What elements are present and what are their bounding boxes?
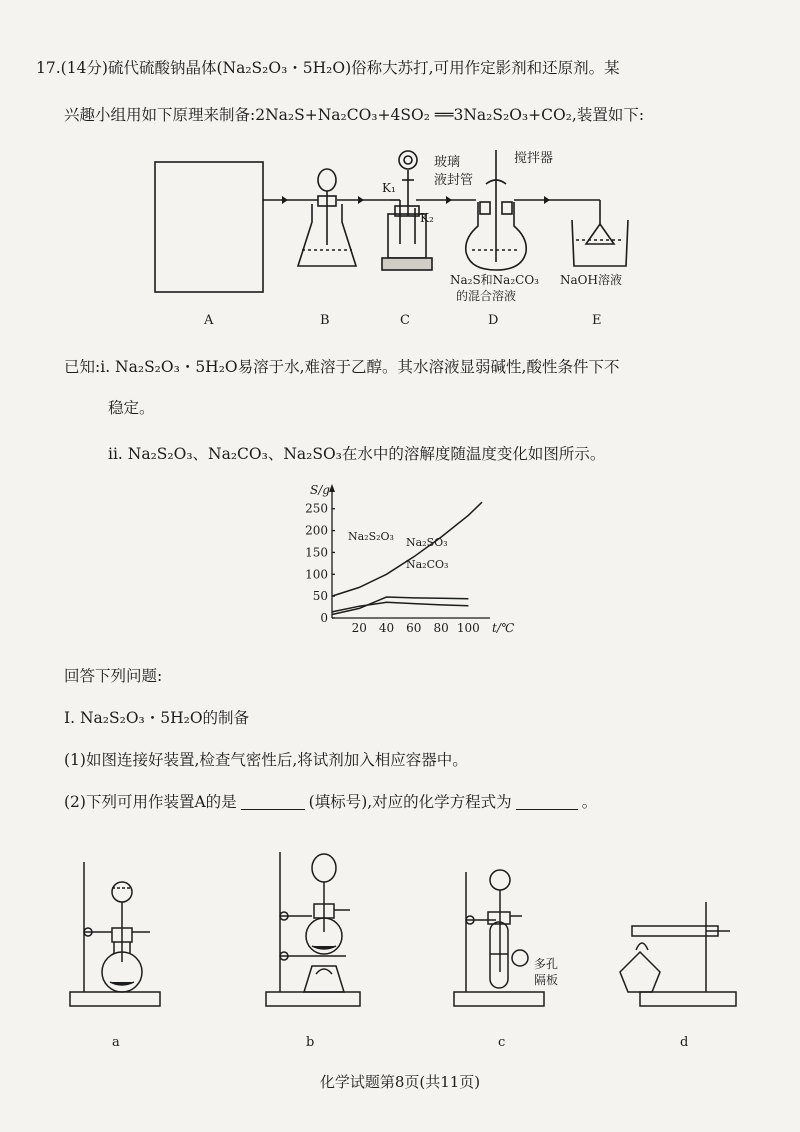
- letter-d: D: [488, 313, 499, 328]
- x-axis-label: t/℃: [492, 621, 515, 635]
- known-item-2: ii. Na₂S₂O₃、Na₂CO₃、Na₂SO₃在水中的溶解度随温度变化如图所示。: [108, 445, 606, 463]
- solubility-chart: [296, 476, 515, 640]
- answer-blank-equation[interactable]: [516, 793, 578, 810]
- y-tick-label: 250: [305, 501, 328, 516]
- label-porous-plate-1: 多孔: [534, 957, 559, 971]
- intro-suffix: ,装置如下:: [571, 106, 645, 124]
- known-prefix: 已知:: [64, 358, 101, 376]
- y-axis-label: S/g: [310, 483, 330, 497]
- step-1: (1)如图连接好装置,检查气密性后,将试剂加入相应容器中。: [64, 751, 468, 769]
- letter-c: C: [400, 313, 410, 328]
- reaction-equation: 2Na₂S+Na₂CO₃+4SO₂ ══3Na₂S₂O₃+CO₂: [255, 106, 572, 124]
- series-label: Na₂CO₃: [406, 558, 449, 571]
- step-2-text-c: 。: [581, 793, 598, 811]
- letter-e: E: [592, 313, 602, 328]
- label-k1: K₁: [382, 181, 396, 195]
- letter-a: A: [204, 313, 214, 328]
- y-tick-label: 100: [305, 567, 328, 582]
- page-footer: 化学试题第8页(共11页): [319, 1073, 481, 1091]
- apparatus-b-funnel: [318, 169, 336, 191]
- option-label-c[interactable]: c: [498, 1035, 506, 1050]
- apparatus-a-box: [155, 162, 263, 292]
- answer-header: 回答下列问题:: [64, 667, 163, 685]
- label-porous-plate-2: 隔板: [534, 973, 559, 987]
- answer-blank-label[interactable]: [241, 793, 305, 810]
- apparatus-e-beaker: [572, 220, 628, 266]
- options-diagram: [0, 832, 800, 1062]
- y-tick-label: 200: [305, 523, 328, 538]
- label-stirrer: 搅拌器: [514, 151, 554, 166]
- x-tick-label: 100: [456, 621, 480, 635]
- label-d-solution-2: 的混合溶液: [456, 289, 517, 303]
- step-2: [64, 791, 597, 813]
- label-d-solution-1: Na₂S和Na₂CO₃: [450, 273, 539, 287]
- series-line: [332, 502, 482, 596]
- question-points: (14分): [60, 59, 108, 77]
- x-tick-label: 60: [406, 621, 422, 635]
- series-label: Na₂S₂O₃: [348, 530, 394, 543]
- option-a-apparatus: [70, 862, 160, 1006]
- letter-b: B: [320, 313, 330, 328]
- question-intro-line1: 硫代硫酸钠晶体(Na₂S₂O₃・5H₂O)俗称大苏打,可用作定影剂和还原剂。某: [107, 59, 620, 77]
- section-1-title: Ⅰ. Na₂S₂O₃・5H₂O的制备: [64, 709, 250, 727]
- x-tick-label: 80: [433, 621, 449, 635]
- label-seal-tube: 液封管: [434, 173, 474, 188]
- series-label: Na₂SO₃: [406, 536, 448, 549]
- x-tick-label: 40: [378, 621, 395, 635]
- step-2-text-b: (填标号),对应的化学方程式为: [308, 793, 512, 811]
- y-tick-label: 50: [312, 589, 328, 604]
- question-header: [36, 57, 620, 79]
- intro-prefix: 兴趣小组用如下原理来制备:: [64, 106, 256, 124]
- label-k2: K₂: [420, 211, 434, 225]
- option-label-b[interactable]: b: [306, 1035, 315, 1050]
- option-b-apparatus: [266, 852, 360, 1006]
- known-item1-text: i. Na₂S₂O₃・5H₂O易溶于水,难溶于乙醇。其水溶液显弱碱性,酸性条件下不: [100, 358, 620, 376]
- apparatus-diagram: [0, 140, 800, 340]
- step-2-text-a: (2)下列可用作装置A的是: [64, 793, 237, 811]
- option-c-apparatus: [454, 870, 544, 1006]
- label-naoh: NaOH溶液: [560, 273, 622, 287]
- option-d-apparatus: [620, 902, 736, 1006]
- y-tick-label: 0: [320, 611, 328, 625]
- y-tick-label: 150: [305, 545, 328, 560]
- known-item-1: [64, 356, 619, 378]
- x-tick-label: 20: [351, 621, 367, 635]
- question-number: 17.: [36, 59, 61, 77]
- option-label-d[interactable]: d: [680, 1035, 689, 1050]
- option-label-a[interactable]: a: [112, 1035, 120, 1050]
- label-glass: 玻璃: [434, 155, 461, 170]
- question-intro-line2: [64, 104, 644, 126]
- known-item-1-cont: 稳定。: [108, 399, 155, 417]
